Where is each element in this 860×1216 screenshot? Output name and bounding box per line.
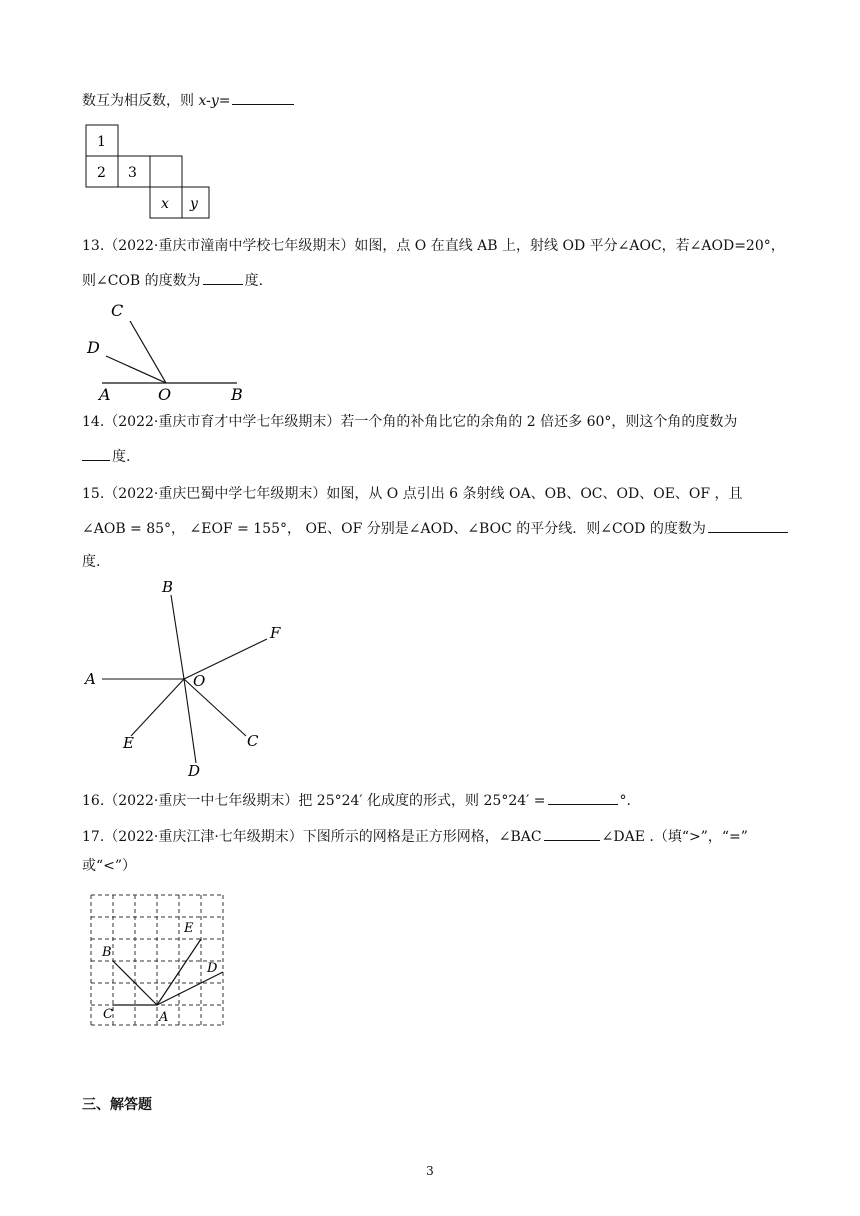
q15-line1: 15.（2022·重庆巴蜀中学七年级期末）如图，从 O 点引出 6 条射线 OA、OB、OC、OD、OE、OF ，且 [82, 486, 743, 502]
label-E: E [123, 734, 134, 752]
q13-line1: 13.（2022·重庆市潼南中学校七年级期末）如图，点 O 在直线 AB 上，射线 OD 平分∠AOC，若∠AOD=20°， [82, 238, 785, 254]
section-heading: 三、解答题 [82, 1097, 152, 1113]
cell-2: 2 [97, 165, 106, 181]
q13-unit: 度. [244, 273, 264, 289]
page-number: 3 [426, 1164, 434, 1178]
q17-text: 17.（2022·重庆江津·七年级期末）下图所示的网格是正方形网格，∠BAC [82, 829, 542, 845]
label-O: O [158, 385, 172, 404]
label-A: A [85, 670, 96, 688]
q15-line2 [82, 518, 790, 539]
label-E: E [184, 921, 194, 936]
label-O: O [193, 672, 206, 690]
label-B: B [102, 945, 112, 960]
q15-figure [84, 576, 284, 782]
q17-text-b: ∠DAE .（填“>”，“=” [601, 829, 748, 845]
label-D: D [207, 961, 218, 976]
q17-line2: 或“<”） [82, 858, 137, 874]
q13-text: 则∠COB 的度数为 [82, 273, 201, 289]
label-D: D [87, 338, 100, 357]
q14-line2 [82, 446, 130, 467]
q14-line1: 14.（2022·重庆市育才中学七年级期末）若一个角的补角比它的余角的 2 倍还多 60°，则这个角的度数为 [82, 414, 738, 430]
label-F: F [270, 624, 281, 642]
q12-line [82, 90, 296, 111]
q17-line1 [82, 826, 748, 847]
label-C: C [111, 301, 124, 320]
q17-grid-figure [90, 894, 225, 1026]
label-A: A [99, 385, 111, 404]
q12-expr: x-y [198, 93, 219, 109]
q13-answer-blank[interactable] [203, 270, 243, 285]
q13-figure [84, 298, 264, 404]
label-A: A [159, 1010, 169, 1025]
q12-text: 数互为相反数，则 [82, 93, 199, 109]
cell-x: x [161, 196, 169, 212]
q12-answer-blank[interactable] [232, 90, 294, 105]
cell-1: 1 [97, 134, 106, 150]
label-C: C [103, 1007, 113, 1022]
cell-y: y [190, 196, 198, 212]
q15-answer-blank[interactable] [708, 518, 788, 533]
label-B: B [231, 385, 243, 404]
q16-line [82, 790, 631, 811]
q12-cube-net [84, 124, 214, 220]
q15-text: ∠AOB = 85°， ∠EOF = 155°， OE、OF 分别是∠AOD、∠BOC 的平分线．则∠COD 的度数为 [82, 521, 706, 537]
q17-answer-blank[interactable] [544, 826, 600, 841]
q14-unit: 度. [112, 449, 131, 465]
q12-eq: = [218, 93, 231, 109]
q16-answer-blank[interactable] [548, 790, 618, 805]
q16-text: 16.（2022·重庆一中七年级期末）把 25°24′ 化成度的形式，则 25°24′ = [82, 793, 546, 809]
q16-unit: °. [619, 793, 631, 809]
q14-answer-blank[interactable] [82, 446, 110, 461]
label-D: D [188, 762, 201, 780]
label-B: B [162, 578, 174, 596]
cell-3: 3 [128, 165, 137, 181]
q15-line3: 度. [82, 554, 101, 570]
label-C: C [247, 732, 259, 750]
q13-line2 [82, 270, 263, 291]
